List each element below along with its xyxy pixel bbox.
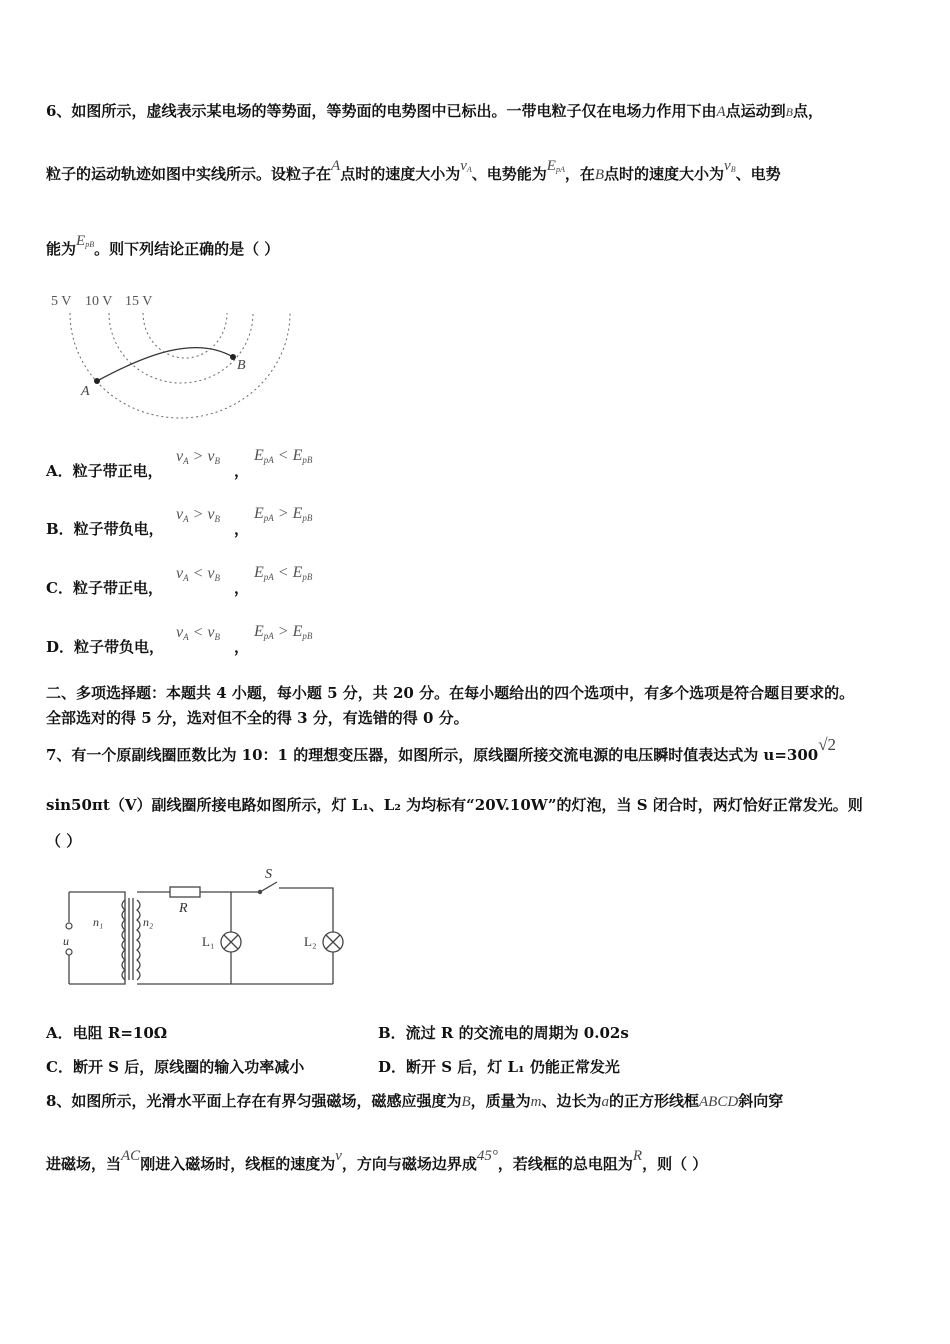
- q6-option-velocity-relation: vA < vB: [176, 565, 221, 583]
- q6-line-2: [46, 158, 781, 184]
- var-angle: 45°: [476, 1148, 498, 1164]
- particle-trajectory: [97, 348, 233, 381]
- q6-line-1: [46, 100, 823, 121]
- q8-text: 进磁场，当: [46, 1155, 122, 1173]
- equipotential-5v: [70, 313, 290, 418]
- var-ac: AC: [121, 1148, 141, 1164]
- label-s: S: [265, 867, 272, 882]
- q6-text: 、电势: [735, 165, 781, 183]
- var-m: m: [530, 1094, 542, 1110]
- var-a: A: [331, 158, 341, 174]
- var-v: v: [335, 1148, 342, 1164]
- var-v: v: [724, 158, 731, 174]
- q6-option-comma: ，: [234, 462, 250, 480]
- switch-pivot: [258, 890, 262, 894]
- label-n2: n₂: [143, 915, 154, 929]
- q6-option-velocity-relation: vA < vB: [176, 624, 221, 642]
- var-b: B: [461, 1094, 471, 1110]
- q7-line-1: [46, 735, 837, 765]
- q6-text: 能为: [46, 240, 77, 258]
- q7-option-c: C．断开 S 后，原线圈的输入功率减小: [46, 1058, 305, 1076]
- label-l1: L₁: [202, 934, 215, 949]
- var-a: A: [716, 104, 726, 120]
- q8-text: 8、如图所示，光滑水平面上存在有界匀强磁场，磁感应强度为: [46, 1092, 462, 1110]
- switch-s: [260, 882, 277, 892]
- equipotential-15v: [143, 313, 227, 358]
- potential-label-15v: 15 V: [125, 294, 153, 309]
- section2-line-1: 二、多项选择题：本题共 4 小题，每小题 5 分，共 20 分。在每小题给出的四个选项中，有多个选项是符合题目要求的。: [46, 684, 855, 702]
- var-r: R: [632, 1148, 643, 1164]
- transformer-circuit-figure: [55, 862, 355, 1000]
- q8-line-2: [46, 1148, 708, 1174]
- q6-line-3: [46, 233, 280, 259]
- q6-option-c: C．粒子带正电，: [46, 579, 163, 597]
- q7-text: 7、有一个原副线圈匝数比为 10：1 的理想变压器，如图所示，原线圈所接交流电源的电压瞬时值表达式为 u=300: [46, 746, 819, 764]
- q6-option-velocity-relation: vA > vB: [176, 506, 221, 524]
- q8-text: 斜向穿: [738, 1092, 784, 1110]
- q6-text: ，在: [564, 165, 595, 183]
- q7-line-3: （ ）: [46, 832, 82, 850]
- q6-option-velocity-relation: vA > vB: [176, 448, 221, 466]
- point-b-dot: [230, 354, 236, 360]
- q8-text: 的正方形线框: [609, 1092, 700, 1110]
- q6-option-b: B．粒子带负电，: [46, 520, 164, 538]
- terminal-bottom: [66, 949, 72, 955]
- q6-option-a: A．粒子带正电，: [46, 462, 163, 480]
- q6-option-comma: ，: [234, 520, 250, 538]
- q7-line-2: sin50πt（V）副线圈所接电路如图所示，灯 L₁、L₂ 为均标有“20V.10W”的灯泡，当 S 闭合时，两灯恰好正常发光。则: [46, 796, 863, 814]
- q8-text: ，若线框的总电阻为: [497, 1155, 633, 1173]
- q8-line-1: [46, 1090, 783, 1111]
- q8-text: ，方向与磁场边界成: [341, 1155, 477, 1173]
- q7-option-b: B．流过 R 的交流电的周期为 0.02s: [378, 1024, 629, 1042]
- q8-text: 、边长为: [541, 1092, 602, 1110]
- q6-option-d: D．粒子带负电，: [46, 638, 165, 656]
- var-sub: B: [730, 165, 736, 174]
- section2-line-2: 全部选对的得 5 分，选对但不全的得 3 分，有选错的得 0 分。: [46, 709, 469, 727]
- q7-option-a: A．电阻 R=10Ω: [46, 1024, 168, 1042]
- equipotential-figure: [45, 285, 305, 425]
- potential-label-5v: 5 V: [51, 294, 72, 309]
- point-a-label: A: [81, 384, 90, 399]
- point-a-dot: [94, 378, 100, 384]
- q6-text: 点时的速度大小为: [340, 165, 461, 183]
- var-abcd: ABCD: [699, 1094, 739, 1110]
- label-l2: L₂: [304, 934, 317, 949]
- var-a-side: a: [601, 1094, 609, 1110]
- q6-option-comma: ，: [234, 638, 250, 656]
- label-n1: n₁: [93, 915, 104, 929]
- q6-text: 点，: [792, 102, 823, 120]
- q6-option-energy-relation: EpA < EpB: [254, 447, 313, 465]
- var-b: B: [594, 167, 605, 183]
- q7-option-d: D．断开 S 后，灯 L₁ 仍能正常发光: [378, 1058, 620, 1076]
- equipotential-10v: [109, 313, 253, 383]
- terminal-top: [66, 923, 72, 929]
- resistor-r: [170, 887, 200, 897]
- q6-text: 6、如图所示，虚线表示某电场的等势面，等势面的电势图中已标出。一带电粒子仅在电场力作用下由: [46, 102, 717, 120]
- q6-option-energy-relation: EpA < EpB: [254, 564, 313, 582]
- transformer-core: [129, 898, 133, 980]
- secondary-coil: [137, 900, 140, 980]
- var-sub: pA: [555, 165, 565, 174]
- var-b: B: [785, 105, 793, 119]
- potential-label-10v: 10 V: [85, 294, 113, 309]
- q6-text: 点运动到: [725, 102, 786, 120]
- var-e: E: [546, 158, 556, 174]
- var-e: E: [76, 233, 86, 249]
- q8-text: 刚进入磁场时，线框的速度为: [140, 1155, 336, 1173]
- q6-text: 粒子的运动轨迹如图中实线所示。设粒子在: [46, 165, 332, 183]
- q8-text: ，质量为: [470, 1092, 531, 1110]
- q6-option-energy-relation: EpA > EpB: [254, 505, 313, 523]
- var-sub: pB: [85, 240, 95, 249]
- sqrt-two: √2: [818, 735, 837, 754]
- var-sub: A: [466, 165, 472, 174]
- label-r: R: [179, 901, 188, 916]
- point-b-label: B: [237, 358, 246, 373]
- q6-text: 点时的速度大小为: [604, 165, 725, 183]
- q6-text: 。则下列结论正确的是（ ）: [94, 240, 280, 258]
- q8-text: ，则（ ）: [642, 1155, 708, 1173]
- var-v: v: [460, 158, 467, 174]
- q6-text: 、电势能为: [471, 165, 547, 183]
- label-u: u: [63, 934, 69, 948]
- q6-option-comma: ，: [234, 579, 250, 597]
- q6-option-energy-relation: EpA > EpB: [254, 623, 313, 641]
